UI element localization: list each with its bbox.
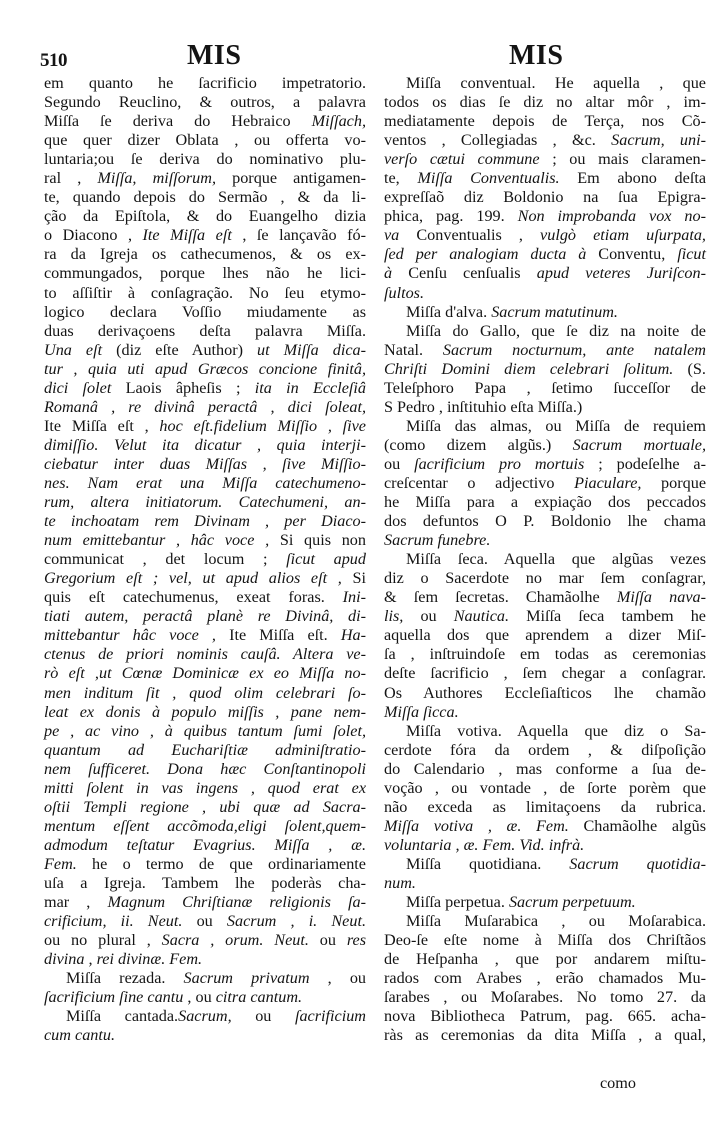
text-line (384, 569, 706, 588)
text-line (384, 722, 706, 741)
italic-text: Ite Miſſa eſt (142, 226, 232, 245)
roman-text: Miſſa d'alva. (406, 302, 492, 321)
roman-text: mediatamente depois de Terça, nos Cõ- (384, 112, 706, 131)
italic-text: Miſſa Conventualis. (417, 169, 560, 188)
roman-text: ou (403, 607, 454, 626)
text-line (44, 798, 366, 817)
text-line (44, 455, 366, 474)
text-line (384, 74, 706, 93)
text-line (44, 855, 366, 874)
italic-text: cum cantu. (44, 1026, 116, 1045)
text-line (44, 988, 366, 1007)
italic-text: ita in Eccleſiâ (254, 378, 367, 397)
italic-text: Ha- (340, 626, 366, 645)
text-line (44, 779, 366, 798)
roman-text: não exceda as limitaçoens da rubrica. (384, 797, 706, 816)
italic-text: Sacra , orum. Neut. (161, 931, 309, 950)
roman-text: Si (341, 569, 366, 588)
text-line (384, 912, 706, 931)
italic-text: va (384, 226, 400, 245)
roman-text: commungados, porque lhes não he lici- (44, 264, 366, 283)
roman-text: logico declara Voſſio miudamente as (44, 302, 366, 321)
text-line (44, 760, 366, 779)
roman-text: ou (308, 931, 347, 950)
text-line (44, 703, 366, 722)
italic-text: lis, (384, 607, 404, 626)
italic-text: Sacrum nocturnum, ante natalem (442, 340, 706, 359)
roman-text: communicat , det locum ; (44, 550, 287, 569)
text-line (384, 741, 706, 760)
text-line (384, 131, 706, 150)
text-line (384, 474, 706, 493)
roman-text: nova Bibliotheca Patrum, pag. 665. acha- (384, 1007, 706, 1026)
italic-text: Sacrum quotidia- (569, 854, 706, 873)
text-line (384, 360, 706, 379)
roman-text: , ou (183, 988, 216, 1007)
text-line (384, 893, 706, 912)
italic-text: citra cantum. (215, 988, 303, 1007)
text-line (44, 607, 366, 626)
roman-text: , ſe lançavão fó- (231, 226, 366, 245)
text-line (44, 131, 366, 150)
roman-text: rados com Arabes , erão chamados Mu- (384, 969, 706, 988)
roman-text: que quer dizer Oblata , ou offerta vo- (44, 131, 366, 150)
roman-text: ou no plural , (44, 931, 162, 950)
italic-text: Miſſa, miſſorum, (97, 169, 216, 188)
text-line (44, 493, 366, 512)
text-line (384, 226, 706, 245)
text-line (44, 360, 366, 379)
roman-text: Chamãolhe algũs (568, 816, 706, 835)
italic-text: ſacrificium ſine cantu (44, 988, 184, 1007)
text-line (44, 169, 366, 188)
italic-text: rum, altera initiatorum. Catechumeni, an- (44, 493, 366, 512)
italic-text: ut Miſſa dica- (257, 340, 367, 359)
italic-text: Una eſt (44, 340, 103, 359)
roman-text: de Heſpanha , que por andarem miſtu- (384, 950, 706, 969)
roman-text: ção da Epiſtola, & do Euangelho dizia (44, 207, 366, 226)
roman-text: em quanto he ſacrificio impetratorio. (44, 74, 366, 92)
roman-text: Cenſu cenſualis (392, 264, 537, 283)
roman-text: ou (182, 912, 227, 931)
italic-text: Sacrum privatum (183, 969, 310, 988)
italic-text: hoc eſt.fidelium Miſſio , ſive (159, 416, 366, 435)
text-line (384, 531, 706, 550)
roman-text: S Pedro , inſtituhio eſta Miſſa.) (384, 397, 583, 416)
roman-text: ; podeſelhe a- (584, 454, 706, 473)
roman-text: Natal. (384, 340, 443, 359)
text-line (44, 531, 366, 550)
roman-text: Deo-ſe eſte nome à Miſſa dos Chriſtãos (384, 931, 706, 950)
roman-text: expreſſaõ diz Boldonio na ſua Epigra- (384, 188, 706, 207)
italic-text: crificium, ii. Neut. (44, 912, 183, 931)
roman-text: todos os dias ſe diz no altar môr , im- (384, 93, 706, 112)
text-line (384, 664, 706, 683)
text-line (44, 93, 366, 112)
italic-text: divina , rei divinæ. Fem. (44, 950, 203, 969)
italic-text: num emittebantur , hâc voce , (44, 531, 270, 550)
text-line (44, 893, 366, 912)
italic-text: à (384, 264, 393, 283)
roman-text: te, (384, 169, 418, 188)
text-line (44, 474, 366, 493)
text-line (44, 1026, 366, 1045)
text-line (44, 379, 366, 398)
text-line (384, 703, 706, 722)
guide-word-left: MIS (187, 40, 242, 71)
roman-text: Segundo Reuclino, & outros, a palavra (44, 93, 366, 112)
text-line (384, 284, 706, 303)
roman-text: do Calendario , mas conforme a ſua de- (384, 759, 706, 778)
text-line (44, 226, 366, 245)
text-line (44, 912, 366, 931)
text-line (44, 436, 366, 455)
roman-text: he o termo de que ordinariamente (76, 854, 366, 873)
text-line (384, 341, 706, 360)
text-line (384, 760, 706, 779)
italic-text: Sacrum , i. Neut. (226, 912, 366, 931)
text-line (384, 817, 706, 836)
roman-text: & ſem ſecretas. Chamãolhe (384, 588, 617, 607)
roman-text: ſa , inſtruindoſe em todas as ceremonias (384, 645, 706, 664)
italic-text: vulgò etiam uſurpata, (540, 226, 706, 245)
roman-text: Ite Miſſa eſt , (44, 416, 160, 435)
italic-text: nem ſufficeret. Dona hæc Conſtantinopoli (44, 759, 366, 778)
roman-text: Miſſa ſeca tambem he (509, 607, 706, 626)
italic-text: ctenus de priori nominis cauſâ. Altera ve- (44, 645, 366, 664)
text-line (44, 664, 366, 683)
text-line (44, 836, 366, 855)
roman-text: deſte ſacrificio , ſem chegar a conſagrar. (384, 664, 706, 683)
italic-text: rò eſt ,ut Cœnæ Dominicæ ex eo Miſſa no- (44, 664, 366, 683)
roman-text: quis eſt catechumenus, exeat foras. (44, 588, 343, 607)
text-line (44, 817, 366, 836)
text-line (44, 74, 366, 93)
italic-text: Non improbanda vox no- (517, 207, 706, 226)
italic-text: tur , quia uti apud Græcos concione finitâ, (44, 359, 366, 378)
text-line (384, 245, 706, 264)
text-line (44, 969, 366, 988)
text-line (384, 264, 706, 283)
italic-text: mentum eſſent accõmoda,eligi ſolent,quem- (44, 816, 366, 835)
roman-text: mar , (44, 893, 108, 912)
text-line (44, 112, 366, 131)
italic-text: Ini- (342, 588, 366, 607)
italic-text: ſacrificium (294, 1007, 366, 1026)
text-line (384, 1026, 706, 1045)
roman-text: to aſſiſtir à conſagração. No ſeu etymo- (44, 283, 366, 302)
roman-text: Miſſa rezada. (66, 969, 184, 988)
text-line (44, 398, 366, 417)
italic-text: dici ſolet (44, 378, 112, 397)
text-line (44, 417, 366, 436)
text-line (384, 493, 706, 512)
text-line (44, 150, 366, 169)
roman-text: cerdote fóra da ordem , & diſpoſição (384, 740, 706, 759)
text-line (384, 436, 706, 455)
text-line (384, 550, 706, 569)
roman-text: Miſſa perpetua. (406, 893, 509, 912)
text-line (44, 626, 366, 645)
italic-text: ſed per analogiam ducta à (384, 245, 587, 264)
roman-text: Miſſa votiva. Aquella que diz o Sa- (406, 721, 706, 740)
text-line (384, 588, 706, 607)
roman-text: voção , ou vontade , de ſorte porèm que (384, 778, 706, 797)
roman-text: Os Authores Eccleſiaſticos lhe chamão (384, 683, 706, 702)
roman-text: ral , (44, 169, 98, 188)
italic-text: mitti ſolent in vas ingens , quod erat ex (44, 778, 366, 797)
roman-text: Miſſa conventual. He aquella , que (406, 74, 706, 92)
italic-text: Sacrum funebre. (384, 531, 491, 550)
italic-text: ciebatur inter duas Miſſas , ſive Miſſio- (44, 454, 366, 473)
roman-text: (diz eſte Author) (102, 340, 258, 359)
roman-text: Ite Miſſa eſt. (215, 626, 341, 645)
italic-text: Miſſa nava- (616, 588, 706, 607)
italic-text: ſacrificium pro mortuis (414, 454, 585, 473)
italic-text: Miſſach, (311, 112, 366, 131)
text-line (44, 741, 366, 760)
text-line (44, 684, 366, 703)
roman-text: Miſſa ſeca. Aquella que algũas vezes (406, 550, 706, 569)
text-line (384, 779, 706, 798)
text-line (44, 1007, 366, 1026)
text-line (44, 322, 366, 341)
roman-text: ; ou mais claramen- (539, 150, 706, 169)
text-line (384, 645, 706, 664)
text-line (384, 379, 706, 398)
italic-text: nes. Nam erat una Miſſa catechumeno- (44, 473, 366, 492)
italic-text: apud veteres Juriſcon- (536, 264, 706, 283)
text-line (384, 988, 706, 1007)
text-line (384, 855, 706, 874)
italic-text: Gregorium eſt ; vel, ut apud alios eſt , (44, 569, 342, 588)
italic-text: oſtii Templi regione , ubi quæ ad Sacra- (44, 797, 366, 816)
text-line (44, 931, 366, 950)
italic-text: res (346, 931, 366, 950)
italic-text: te inchoatam rem Divinam , per Diaco- (44, 512, 366, 531)
italic-text: tiati autem, peractâ planè re Divinâ, di- (44, 607, 366, 626)
left-column (44, 74, 366, 1045)
text-line (384, 1007, 706, 1026)
text-line (44, 588, 366, 607)
text-line (44, 550, 366, 569)
roman-text: Laois âpheſis ; (111, 378, 255, 397)
text-line (384, 684, 706, 703)
roman-text: porque (641, 473, 707, 492)
roman-text: Conventu, (586, 245, 678, 264)
italic-text: verſo cætui commune (384, 150, 540, 169)
text-line (44, 188, 366, 207)
text-line (384, 512, 706, 531)
page-header (0, 40, 709, 72)
roman-text: luntaria;ou ſe deriva do nominativo plu- (44, 150, 366, 169)
text-line (384, 303, 706, 322)
roman-text: porque antigamen- (216, 169, 366, 188)
text-line (44, 512, 366, 531)
roman-text: Miſſa cantada. (66, 1007, 179, 1026)
text-line (44, 303, 366, 322)
italic-text: dimiſſio. Velut ita dicatur , quia interji- (44, 435, 366, 454)
italic-text: men inditum ſit , quod olim celebrari ſo- (44, 683, 366, 702)
roman-text: ou (231, 1007, 295, 1026)
italic-text: leat ex donis à populo miſſis , pane nem- (44, 702, 366, 721)
text-line (384, 836, 706, 855)
italic-text: Sacrum, uni- (611, 131, 707, 150)
roman-text: (S. (673, 359, 706, 378)
text-line (44, 645, 366, 664)
italic-text: num. (384, 873, 416, 892)
text-line (384, 93, 706, 112)
roman-text: (como dizem algũs.) (384, 435, 573, 454)
text-line (44, 284, 366, 303)
italic-text: Nautica. (453, 607, 510, 626)
italic-text: Miſſa ſicca. (384, 702, 459, 721)
italic-text: Sacrum mortuale, (572, 435, 707, 454)
text-line (384, 169, 706, 188)
text-line (384, 931, 706, 950)
roman-text: ra da Igreja os cathecumenos, & os ex- (44, 245, 366, 264)
italic-text: Sacrum matutinum. (491, 302, 618, 321)
right-column (384, 74, 706, 1045)
italic-text: pe , ac vino , à quibus tantum ſumi ſolet, (44, 721, 366, 740)
text-line (384, 417, 706, 436)
roman-text: Miſſa do Gallo, que ſe diz na noite de (406, 321, 706, 340)
roman-text: Miſſa quotidiana. (406, 854, 570, 873)
text-line (384, 626, 706, 645)
text-line (44, 341, 366, 360)
italic-text: admodum teſtatur Evagrius. Miſſa , æ. (44, 835, 366, 854)
text-line (384, 150, 706, 169)
text-line (384, 322, 706, 341)
text-line (384, 607, 706, 626)
roman-text: Em abono deſta (559, 169, 707, 188)
text-line (384, 798, 706, 817)
roman-text: uſa a Igreja. Tambem lhe poderàs cha- (44, 873, 366, 892)
italic-text: quantum ad Euchariſtiæ adminiſtratio- (44, 740, 366, 759)
italic-text: Miſſa votiva , æ. Fem. (384, 816, 569, 835)
italic-text: Sacrum, (178, 1007, 232, 1026)
italic-text: ſultos. (384, 283, 425, 302)
roman-text: o Diacono , (44, 226, 143, 245)
text-line (384, 969, 706, 988)
text-line (384, 874, 706, 893)
italic-text: Romanâ , re divinâ peractâ , dici ſoleat, (44, 397, 366, 416)
catchword: como (600, 1074, 636, 1092)
roman-text: he Miſſa para a expiação dos peccados (384, 493, 706, 512)
roman-text: , ou (309, 969, 367, 988)
roman-text: Miſſa das almas, ou Miſſa de requiem (406, 416, 706, 435)
roman-text: ventos , Collegiadas , &c. (384, 131, 612, 150)
italic-text: Chriſti Domini diem celebrari ſolitum. (384, 359, 674, 378)
italic-text: Sacrum perpetuum. (508, 893, 636, 912)
roman-text: Miſſa Muſarabica , ou Moſarabica. (406, 912, 706, 931)
roman-text: Si quis non (269, 531, 366, 550)
roman-text: ſarabes , ou Moſarabes. No tomo 27. da (384, 988, 706, 1007)
text-line (384, 188, 706, 207)
text-line (44, 569, 366, 588)
text-line (44, 722, 366, 741)
page-number: 510 (40, 50, 67, 71)
italic-text: Fem. (44, 854, 77, 873)
roman-text: ou (384, 454, 415, 473)
text-line (384, 398, 706, 417)
roman-text: aquella dos que aprendem a dizer Miſ- (384, 626, 706, 645)
text-line (44, 874, 366, 893)
roman-text: te, quando depois do Sermão , & da li- (44, 188, 366, 207)
italic-text: ſicut (677, 245, 706, 264)
text-line (384, 207, 706, 226)
italic-text: Piaculare, (574, 473, 642, 492)
roman-text: dos defuntos O P. Boldonio lhe chama (384, 512, 706, 531)
italic-text: mittebantur hâc voce , (44, 626, 216, 645)
text-line (384, 950, 706, 969)
text-line (44, 264, 366, 283)
roman-text: Conventualis , (399, 226, 541, 245)
roman-text: creſcentar o adjectivo (384, 473, 575, 492)
text-line (384, 112, 706, 131)
guide-word-right: MIS (509, 40, 564, 71)
roman-text: Miſſa ſe deriva do Hebraico (44, 112, 312, 131)
roman-text: ràs as ceremonias da dita Miſſa , a qual, (384, 1026, 706, 1045)
roman-text: phica, pag. 199. (384, 207, 518, 226)
text-line (44, 950, 366, 969)
roman-text: diz o Sacerdote no mar ſem conſagrar, (384, 569, 706, 588)
italic-text: Magnum Chriſtianæ religionis ſa- (107, 893, 366, 912)
text-line (44, 245, 366, 264)
text-line (44, 207, 366, 226)
italic-text: ſicut apud (286, 550, 366, 569)
text-line (384, 455, 706, 474)
roman-text: duas derivaçoens deſta palavra Miſſa. (44, 321, 366, 340)
italic-text: voluntaria , æ. Fem. Vid. infrà. (384, 835, 585, 854)
roman-text: Teleſphoro Papa , ſetimo ſucceſſor de (384, 378, 706, 397)
